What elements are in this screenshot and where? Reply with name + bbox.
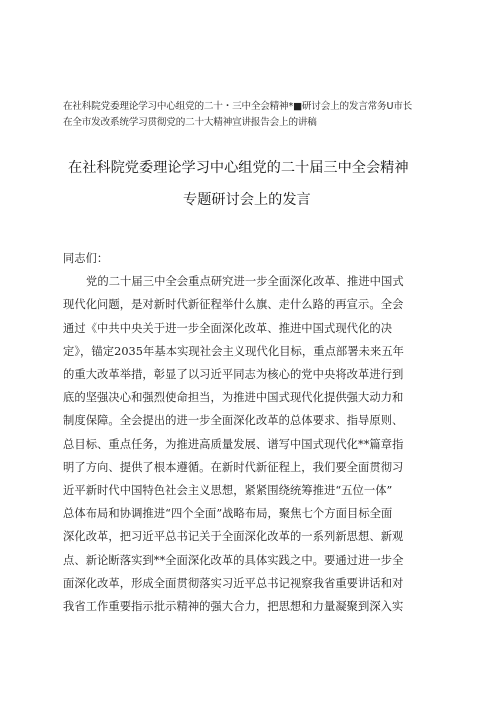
- body-line: 总体布局和协调推进“四个全面”战略布局，聚焦七个方面目标全面: [63, 507, 393, 521]
- header-line-1: 在社科院党委理论学习中心组党的二十・三中全会精神*■研讨会上的发言常务U市长: [63, 101, 413, 112]
- body-line: 定》，锚定2035年基本实现社会主义现代化目标，重点部署未来五年: [63, 344, 405, 358]
- body-line: 的重大改革举措，彰显了以习近平同志为核心的党中央将改革进行到: [63, 368, 404, 382]
- body-line: 总目标、重点任务，为推进高质量发展、谱写中国式现代化**篇章指: [63, 437, 404, 451]
- body-line: 点、新论断落实到**全面深化改革的具体实践之中。要通过进一步全: [63, 553, 404, 567]
- header-lines: [63, 99, 463, 131]
- speech-body: [63, 247, 438, 618]
- title-line-1: 在社科院党委理论学习中心组党的二十届三中全会精神: [68, 160, 409, 176]
- header-line-2: 在全市发改系统学习贯彻党的二十大精神宣讲报告会上的讲稿: [63, 117, 317, 128]
- body-line: 近平新时代中国特色社会主义思想，紧紧围绕统筹推进“五位一体”: [63, 484, 393, 498]
- body-line: 明了方向、提供了根本遵循。在新时代新征程上，我们要全面贯彻习: [63, 460, 404, 474]
- body-line: 现代化问题，是对新时代新征程举什么旗、走什么路的再宣示。全会: [63, 298, 404, 312]
- title-line-2: 专题研讨会上的发言: [183, 192, 311, 208]
- body-line: 我省工作重要指示批示精神的强大合力，把思想和力量凝聚到深入实: [63, 600, 404, 614]
- body-line: 党的二十届三中全会重点研究进一步全面深化改革、推进中国式: [86, 275, 404, 289]
- body-line: 深化改革，把习近平总书记关于全面深化改革的一系列新思想、新观: [63, 530, 404, 544]
- body-line: 通过《中共中央关于进一步全面深化改革、推进中国式现代化的决: [63, 321, 393, 335]
- body-line: 制度保障。全会提出的进一步全面深化改革的总体要求、指导原则、: [63, 414, 404, 428]
- salutation: 同志们：: [63, 252, 109, 265]
- body-line: 面深化改革，形成全面贯彻落实习近平总书记视察我省重要讲话和对: [63, 576, 404, 590]
- body-line: 底的坚强决心和强烈使命担当，为推进中国式现代化提供强大动力和: [63, 391, 404, 405]
